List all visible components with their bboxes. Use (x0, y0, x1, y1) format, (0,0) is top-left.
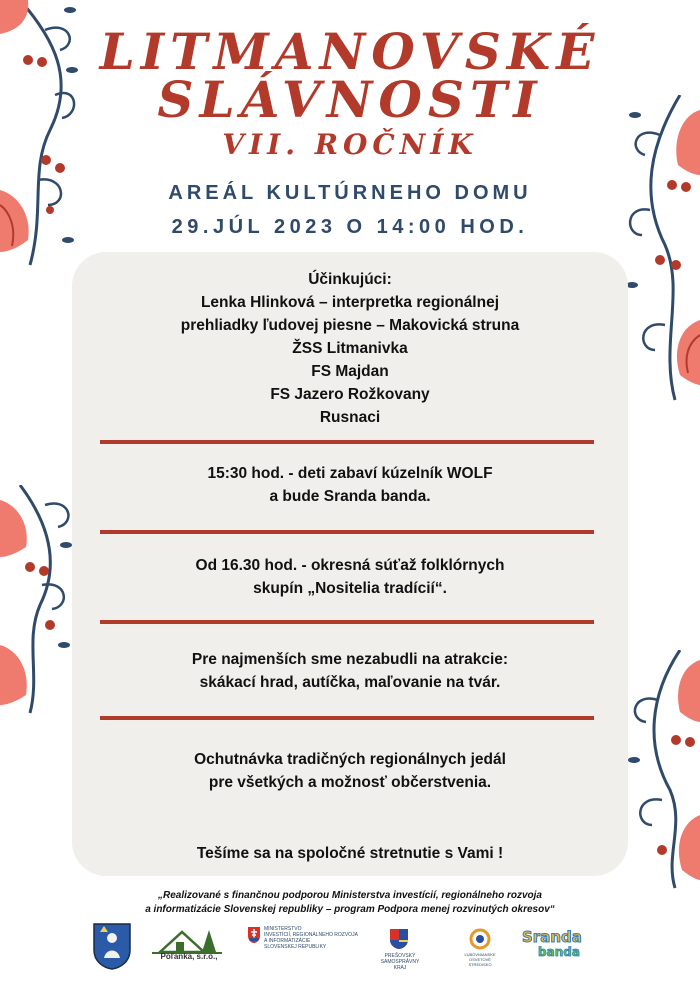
program-item (72, 554, 628, 600)
program-item-line: skákací hrad, autíčka, maľovanie na tvár. (199, 674, 501, 691)
lubovnianske-logo-line: OSVETOVÉ (469, 957, 491, 962)
program-item-line: Ochutnávka tradičných regionálnych jedál (194, 751, 506, 768)
performer-line: FS Jazero Rožkovany (270, 386, 430, 403)
performer-line: prehliadky ľudovej piesne – Makovická struna (180, 317, 520, 334)
event-title-line1: LITMANOVSKÉ (99, 22, 601, 81)
presov-logo-line: KRAJ (393, 965, 407, 971)
program-item (72, 462, 628, 508)
presov-shield-icon (389, 928, 409, 950)
ministry-logo-line: INVESTÍCIÍ, REGIONÁLNEHO ROZVOJA (264, 932, 358, 938)
sranda-banda-logo-line2: banda (538, 945, 580, 959)
divider (100, 716, 594, 720)
performers-heading: Účinkujúci: (308, 271, 392, 288)
funding-note-line: a informatizácie Slovenskej republiky – program Podpora menej rozvinutých okresov“ (145, 904, 555, 915)
venue-place: AREÁL KULTÚRNEHO DOMU (168, 182, 532, 204)
village-coat-of-arms-logo (92, 922, 132, 970)
ministry-logo (247, 922, 357, 962)
lubovnianske-osvetove-stredisko-logo (460, 922, 500, 972)
program-item-line: skupín „Nositelia tradícií“. (253, 580, 447, 597)
performer-line: FS Majdan (311, 363, 389, 380)
performers-section (72, 268, 628, 429)
funding-note-line: „Realizované s finančnou podporou Ministerstva investícií, regionálneho rozvoja (158, 890, 542, 901)
program-item-line: Od 16.30 hod. - okresná súťaž folklórnych (195, 557, 505, 574)
slovak-shield-icon (247, 926, 261, 944)
lubovnianske-logo-line: STREDISKO (468, 962, 492, 967)
event-edition: VII. ROČNÍK (222, 128, 478, 161)
presov-region-logo (380, 922, 420, 972)
floral-ornament-right-lower (620, 650, 700, 890)
program-item-line: 15:30 hod. - deti zabaví kúzelník WOLF (207, 465, 493, 482)
event-title-line2: SLÁVNOSTI (157, 70, 543, 129)
polanka-house-icon (152, 922, 222, 954)
funding-note (0, 889, 700, 917)
sranda-banda-logo-line1: Sranda (522, 928, 582, 946)
program-item-line: Pre najmenších sme nezabudli na atrakcie: (191, 651, 509, 668)
polanka-logo-name: Poľanka, s.r.o., (160, 952, 218, 961)
performer-line: ŽSS Litmanivka (292, 340, 408, 357)
sranda-banda-logo (520, 928, 584, 964)
floral-ornament-left-lower (0, 485, 80, 715)
polanka-logo (152, 922, 222, 967)
program-item-line: pre všetkých a možnosť občerstvenia. (208, 774, 492, 791)
program-item-line: a bude Sranda banda. (269, 488, 431, 505)
ministry-logo-line: MINISTERSTVO (264, 926, 302, 932)
divider (100, 440, 594, 444)
lubovnianske-logo-line: ĽUBOVNIANSKE (464, 952, 496, 957)
ministry-logo-line: SLOVENSKEJ REPUBLIKY (264, 944, 327, 950)
presov-logo-line: PREŠOVSKÝ (384, 953, 416, 959)
divider (100, 620, 594, 624)
program-item (72, 748, 628, 794)
ministry-logo-line: A INFORMATIZÁCIE (264, 938, 311, 944)
performer-line: Lenka Hlinková – interpretka regionálnej (200, 294, 500, 311)
program-item (72, 648, 628, 694)
performer-line: Rusnaci (319, 409, 381, 426)
presov-logo-line: SAMOSPRÁVNY (380, 959, 420, 965)
event-datetime: 29.JÚL 2023 O 14:00 HOD. (171, 216, 529, 238)
divider (100, 530, 594, 534)
closing-note: Tešíme sa na spoločné stretnutie s Vami ! (196, 845, 504, 862)
lubovnianske-emblem-icon (469, 928, 491, 950)
